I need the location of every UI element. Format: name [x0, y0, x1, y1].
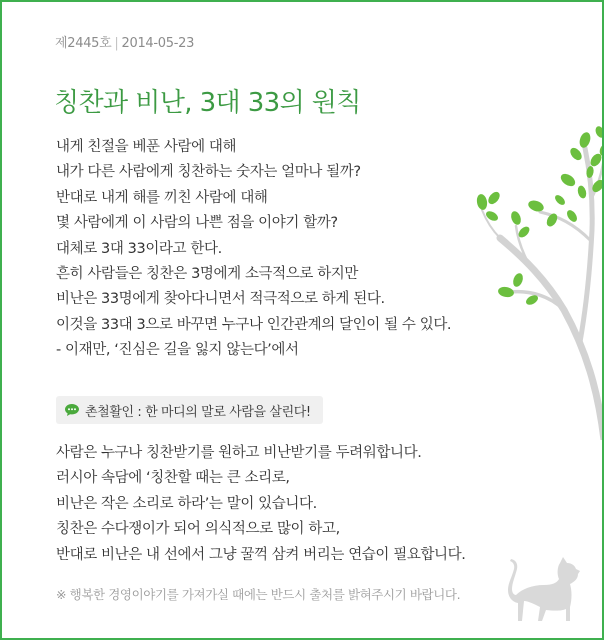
text-line: 내가 다른 사람에게 칭찬하는 숫자는 얼마나 될까?	[56, 164, 361, 181]
text-line: 비난은 작은 소리로 하라’는 말이 있습니다.	[56, 495, 317, 512]
quote-paragraph	[56, 135, 496, 364]
text-line: 이것을 33대 3으로 바꾸면 누구나 인간관계의 달인이 될 수 있다.	[56, 316, 452, 333]
text-line: 몇 사람에게 이 사람의 나쁜 점을 이야기 할까?	[56, 215, 338, 232]
text-line: 비난은 33명에게 찾아다니면서 적극적으로 하게 된다.	[56, 291, 385, 308]
article-title: 칭찬과 비난, 3대 33의 원칙	[54, 88, 361, 118]
issue-date: 2014-05-23	[121, 36, 195, 51]
text-line: 러시아 속담에 ‘칭찬할 때는 큰 소리로,	[56, 470, 290, 487]
text-line: 내게 친절을 베푼 사람에 대해	[56, 139, 237, 155]
text-line: 칭찬은 수다쟁이가 되어 의식적으로 많이 하고,	[56, 521, 340, 538]
footer-notice: ※ 행복한 경영이야기를 가져가실 때에는 반드시 출처를 밝혀주시기 바랍니다.	[56, 587, 461, 602]
text-line: 반대로 내게 해를 끼친 사람에 대해	[56, 189, 268, 206]
tree-illustration	[472, 120, 604, 440]
commentary-paragraph	[56, 441, 496, 568]
issue-number: 제2445호	[55, 36, 112, 51]
meta-separator: |	[114, 36, 119, 51]
text-line: 반대로 비난은 내 선에서 그냥 꿀꺽 삼켜 버리는 연습이 필요합니다.	[56, 546, 466, 563]
text-line: 대체로 3대 33이라고 한다.	[56, 240, 222, 257]
quote-source: - 이재만, ‘진심은 길을 잃지 않는다’에서	[56, 342, 299, 359]
tip-text: 촌철활인 : 한 마디의 말로 사람을 살린다!	[85, 404, 311, 420]
speech-bubble-icon	[64, 403, 80, 417]
cat-silhouette-icon	[502, 557, 592, 623]
tip-box	[56, 396, 323, 424]
issue-meta	[55, 32, 194, 51]
text-line: 흔히 사람들은 칭찬은 3명에게 소극적으로 하지만	[56, 266, 359, 283]
text-line: 사람은 누구나 칭찬받기를 원하고 비난받기를 두려워합니다.	[56, 445, 422, 461]
